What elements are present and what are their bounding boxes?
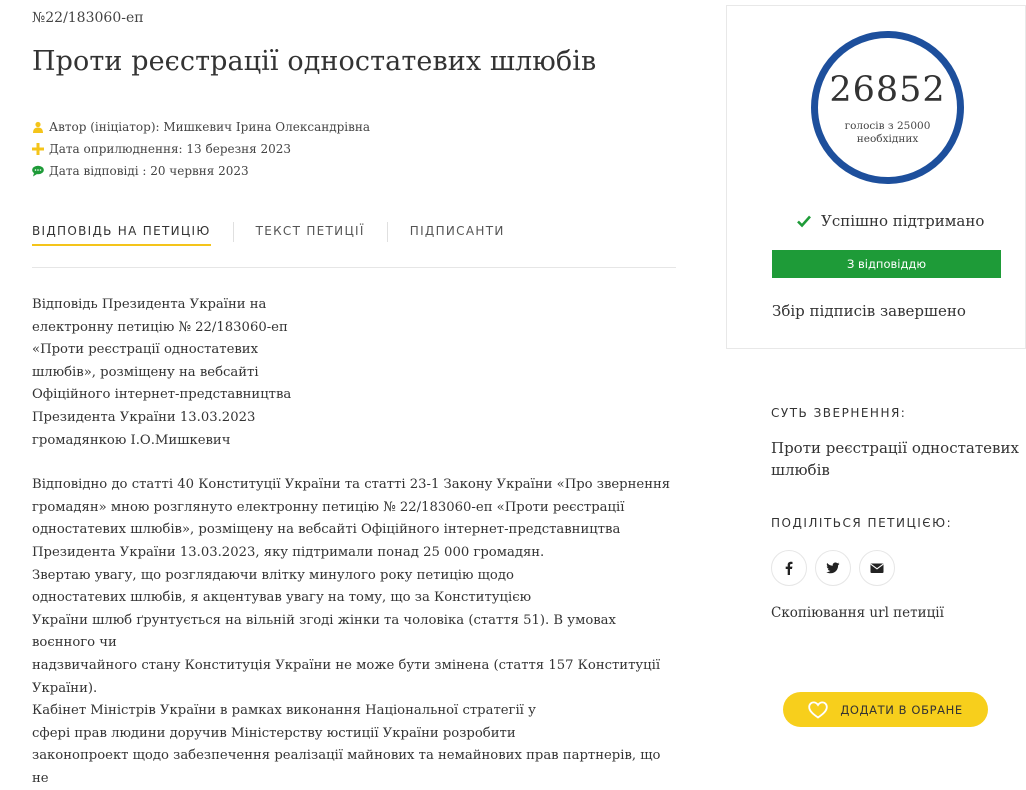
body-line: одностатевих шлюбів, я акцентував увагу на тому, що за Конституцією: [32, 590, 532, 606]
checkmark-icon: [797, 214, 811, 228]
meta-published-text: Дата оприлюднення: 13 березня 2023: [49, 142, 292, 156]
votes-circle: [811, 31, 964, 184]
twitter-icon: [826, 561, 840, 575]
intro-line: «Проти реєстрації одностатевих: [32, 342, 259, 358]
votes-count: 26852: [829, 70, 946, 110]
body-line: Відповідно до статті 40 Конституції України та статті 23-1 Закону України «Про звернення: [32, 477, 671, 493]
body-line: одностатевих шлюбів», розміщену на вебсайті Офіційного інтернет-представництва: [32, 522, 621, 538]
tab-petition-text[interactable]: ТЕКСТ ПЕТИЦІЇ: [255, 224, 365, 238]
body-line: Президента України 13.03.2023, яку підтримали понад 25 000 громадян.: [32, 544, 545, 560]
petition-tabs: [32, 224, 676, 268]
body-line: України).: [32, 680, 98, 696]
heart-icon: [808, 701, 828, 719]
votes-panel: [726, 5, 1026, 349]
email-icon: [870, 561, 884, 575]
body-line: Звертаю увагу, що розглядаючи влітку минулого року петицію щодо: [32, 567, 514, 583]
body-line: Кабінет Міністрів України в рамках виконання Національної стратегії у: [32, 703, 536, 719]
votes-subtitle: голосів з 25000 необхідних: [844, 120, 931, 145]
intro-line: Офіційного інтернет-представництва: [32, 387, 292, 403]
paragraph-gap: [32, 452, 672, 474]
plus-icon: [32, 143, 44, 155]
subject-text: Проти реєстрації одностатевих шлюбів: [771, 439, 1019, 479]
share-label: ПОДІЛІТЬСЯ ПЕТИЦІЄЮ:: [771, 516, 953, 530]
add-to-favorites-label: ДОДАТИ В ОБРАНЕ: [840, 702, 963, 717]
petition-meta: [32, 116, 370, 182]
user-icon: [32, 121, 44, 133]
share-facebook-button[interactable]: [771, 550, 807, 586]
tab-signers[interactable]: ПІДПИСАНТИ: [409, 224, 505, 238]
page-title: Проти реєстрації одностатевих шлюбів: [32, 46, 597, 77]
answer-content: [32, 294, 672, 790]
intro-line: шлюбів», розміщену на вебсайті: [32, 364, 259, 380]
intro-line: Відповідь Президента України на: [32, 297, 267, 312]
tab-divider: [387, 222, 388, 242]
tab-answer[interactable]: ВІДПОВІДЬ НА ПЕТИЦІЮ: [32, 224, 211, 246]
intro-line: електронну петицію № 22/183060-еп: [32, 319, 288, 335]
meta-answered: [32, 160, 370, 182]
tab-divider: [233, 222, 234, 242]
support-status-text: Успішно підтримано: [821, 212, 985, 230]
meta-author: [32, 116, 370, 138]
answer-badge: З відповіддю: [772, 250, 1001, 278]
meta-published: [32, 138, 370, 160]
chat-bubble-icon: [32, 165, 44, 177]
support-status: [797, 212, 984, 230]
copy-url-link[interactable]: Скопіювання url петиції: [771, 605, 944, 621]
collection-status: Збір підписів завершено: [772, 302, 966, 320]
petition-number: №22/183060-еп: [32, 10, 144, 26]
share-email-button[interactable]: [859, 550, 895, 586]
intro-line: Президента України 13.03.2023: [32, 409, 256, 425]
body-line: надзвичайного стану Конституція України не може бути змінена (стаття 157 Конституції: [32, 657, 661, 673]
add-to-favorites-button[interactable]: [783, 692, 988, 727]
body-line: законопроект щодо забезпечення реалізації майнових та немайнових прав партнерів, що не: [32, 748, 661, 786]
meta-author-text: Автор (ініціатор): Мишкевич Ірина Олександрівна: [49, 120, 371, 134]
meta-answered-text: Дата відповіді : 20 червня 2023: [49, 164, 249, 178]
subject-label: СУТЬ ЗВЕРНЕННЯ:: [771, 406, 907, 420]
share-twitter-button[interactable]: [815, 550, 851, 586]
body-line: України шлюб ґрунтується на вільній згоді жінки та чоловіка (стаття 51). В умовах воєнного чи: [32, 612, 616, 651]
body-line: громадян» мною розглянуто електронну петицію № 22/183060-еп «Проти реєстрації: [32, 499, 625, 515]
body-line: сфері прав людини доручив Міністерству юстиції України розробити: [32, 725, 516, 741]
facebook-icon: [782, 561, 796, 575]
intro-line: громадянкою І.О.Мишкевич: [32, 432, 231, 448]
